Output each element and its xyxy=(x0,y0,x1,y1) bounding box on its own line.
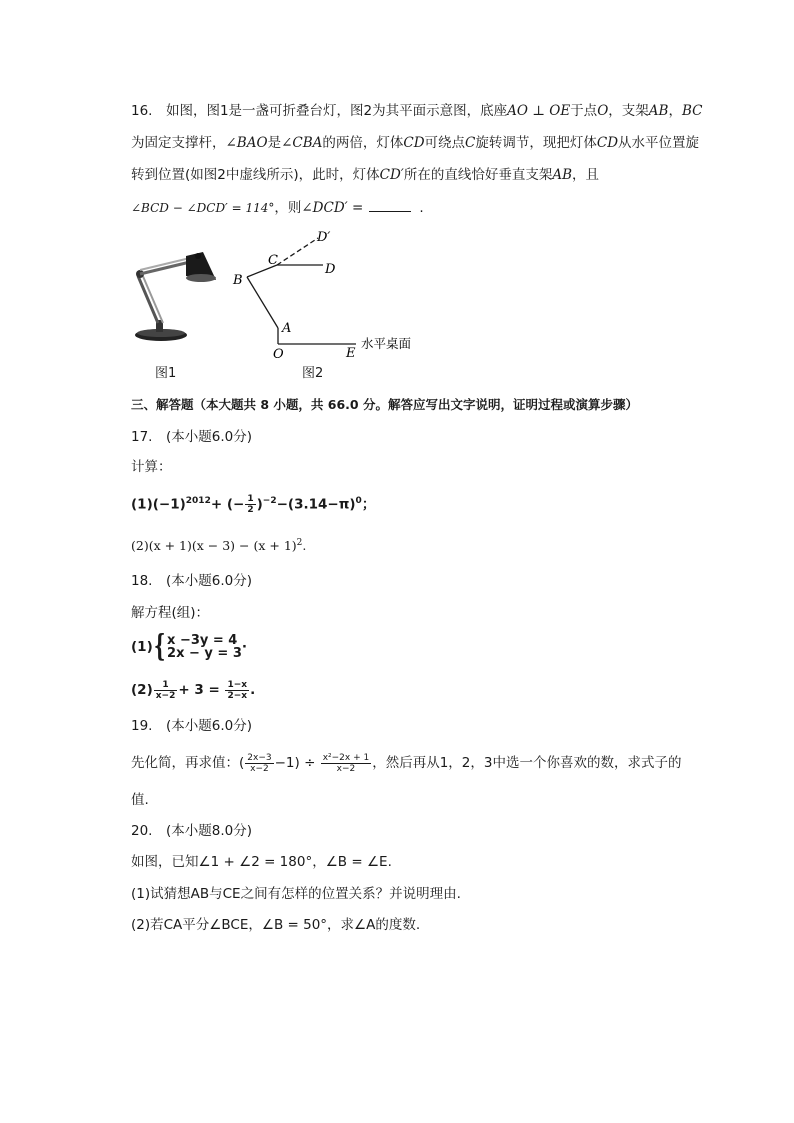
text: · xyxy=(241,639,248,655)
q20-line2: (1)试猜想AB与CE之间有怎样的位置关系？并说明理由. xyxy=(131,886,461,902)
q20-line3: (2)若CA平分∠BCE，∠B = 50°，求∠A的度数. xyxy=(131,917,421,933)
text: 可绕点 xyxy=(424,135,466,151)
numerator: x²−2x + 1 xyxy=(322,752,370,763)
label-A: A xyxy=(282,321,292,336)
math: + (− xyxy=(210,496,245,513)
fraction xyxy=(245,494,255,515)
figure2-diagram xyxy=(228,226,428,366)
equation: 2x − y = 3 xyxy=(167,646,242,661)
label-E: E xyxy=(346,346,356,361)
q17-intro: 计算： xyxy=(131,459,172,475)
text: 的两倍，灯体 xyxy=(322,135,404,151)
q16-line1 xyxy=(131,101,702,121)
text: 旋转调节，现把灯体 xyxy=(475,135,597,151)
math: AB xyxy=(648,103,669,119)
text: ，则 xyxy=(274,200,302,216)
q18-part2 xyxy=(131,677,255,703)
math: O xyxy=(597,103,609,119)
label-desk: 水平桌面 xyxy=(361,336,412,351)
denominator: x−2 xyxy=(250,763,269,774)
text: 所在的直线恰好垂直支架 xyxy=(403,167,553,183)
label-B: B xyxy=(233,273,243,288)
text: 先化简，再求值：( xyxy=(131,755,245,771)
equation-system xyxy=(167,634,242,660)
fraction xyxy=(245,753,273,774)
math: AB xyxy=(552,167,573,183)
q18-part1 xyxy=(131,629,248,664)
figure1-lamp xyxy=(128,248,228,348)
text: (1) xyxy=(131,639,153,655)
q16-line4 xyxy=(131,197,424,218)
text: ，然后再从1，2，3中选一个你喜欢的数，求式子的 xyxy=(372,755,682,771)
q16-line2 xyxy=(131,133,699,153)
label-C: C xyxy=(268,253,278,268)
math: CD′ xyxy=(379,167,404,183)
text: (2) xyxy=(131,682,153,698)
answer-blank xyxy=(369,197,411,212)
math: C xyxy=(465,135,476,151)
math: 2012 xyxy=(185,496,211,506)
math: ∠BAO xyxy=(225,135,268,151)
text: 16. 如图，图1是一盏可折叠台灯，图2为其平面示意图，底座 xyxy=(131,103,508,119)
math: BC xyxy=(681,103,703,119)
math: + 3 = xyxy=(178,682,220,698)
q19-line2: 值. xyxy=(131,792,149,808)
q19-heading: 19. (本小题6.0分) xyxy=(131,718,252,734)
text: 转到位置(如图2中虚线所示)，此时，灯体 xyxy=(131,167,380,183)
text: ， xyxy=(668,103,682,119)
text: ，支架 xyxy=(608,103,649,119)
text: . xyxy=(250,682,256,698)
fraction xyxy=(154,680,178,701)
text: 为固定支撑杆， xyxy=(131,135,226,151)
label-O: O xyxy=(273,347,284,362)
math: −2 xyxy=(262,496,277,506)
text: . xyxy=(419,200,424,216)
label-D: D xyxy=(325,262,336,277)
fraction xyxy=(225,680,249,701)
q20-heading: 20. (本小题8.0分) xyxy=(131,823,252,839)
text: 从水平位置旋 xyxy=(618,135,700,151)
denominator: x−2 xyxy=(155,690,176,701)
q17-heading: 17. (本小题6.0分) xyxy=(131,429,252,445)
denominator: x−2 xyxy=(336,763,356,774)
figure2-caption: 图2 xyxy=(302,366,324,381)
text: 于点 xyxy=(570,103,598,119)
equation: x −3y = 4 xyxy=(167,633,238,648)
q19-line1 xyxy=(131,750,682,776)
label-Dprime: D′ xyxy=(317,230,331,245)
numerator: 1 xyxy=(154,680,178,691)
math: CD xyxy=(596,135,619,151)
fraction xyxy=(321,753,372,774)
text: ，且 xyxy=(572,167,600,183)
math: 2 xyxy=(296,538,303,548)
text: ； xyxy=(361,496,376,513)
q18-intro: 解方程(组)： xyxy=(131,605,210,621)
figure1-caption: 图1 xyxy=(155,366,177,381)
q16-line3 xyxy=(131,165,599,185)
numerator: 2x−3 xyxy=(247,752,272,763)
math: CD xyxy=(403,135,425,151)
math: (2)(x + 1)(x − 3) − (x + 1) xyxy=(131,538,297,554)
q17-part2 xyxy=(131,533,306,556)
numerator: 1−x xyxy=(227,679,248,690)
math: (1)(−1) xyxy=(131,496,186,513)
text: 是 xyxy=(267,135,282,151)
denominator: 2−x xyxy=(227,690,248,701)
denominator: 2 xyxy=(247,505,254,515)
math: 0 xyxy=(355,496,362,506)
numerator: 1 xyxy=(247,494,254,504)
math: ∠DCD′ = xyxy=(301,200,364,216)
math: −(3.14−π) xyxy=(276,496,356,513)
q18-heading: 18. (本小题6.0分) xyxy=(131,573,252,589)
math: ∠CBA xyxy=(281,135,323,151)
q17-part1 xyxy=(131,491,375,515)
math: AO ⊥ OE xyxy=(507,103,571,119)
q20-line1: 如图，已知∠1 + ∠2 = 180°，∠B = ∠E. xyxy=(131,854,392,870)
brace: { xyxy=(153,629,166,664)
math: −1) ÷ xyxy=(274,755,316,771)
math: ∠BCD − ∠DCD′ = 114° xyxy=(131,201,275,215)
math: ) xyxy=(256,496,263,513)
section-heading: 三、解答题（本大题共 8 小题，共 66.0 分。解答应写出文字说明，证明过程或演算步骤） xyxy=(131,397,638,412)
math: . xyxy=(302,538,307,554)
